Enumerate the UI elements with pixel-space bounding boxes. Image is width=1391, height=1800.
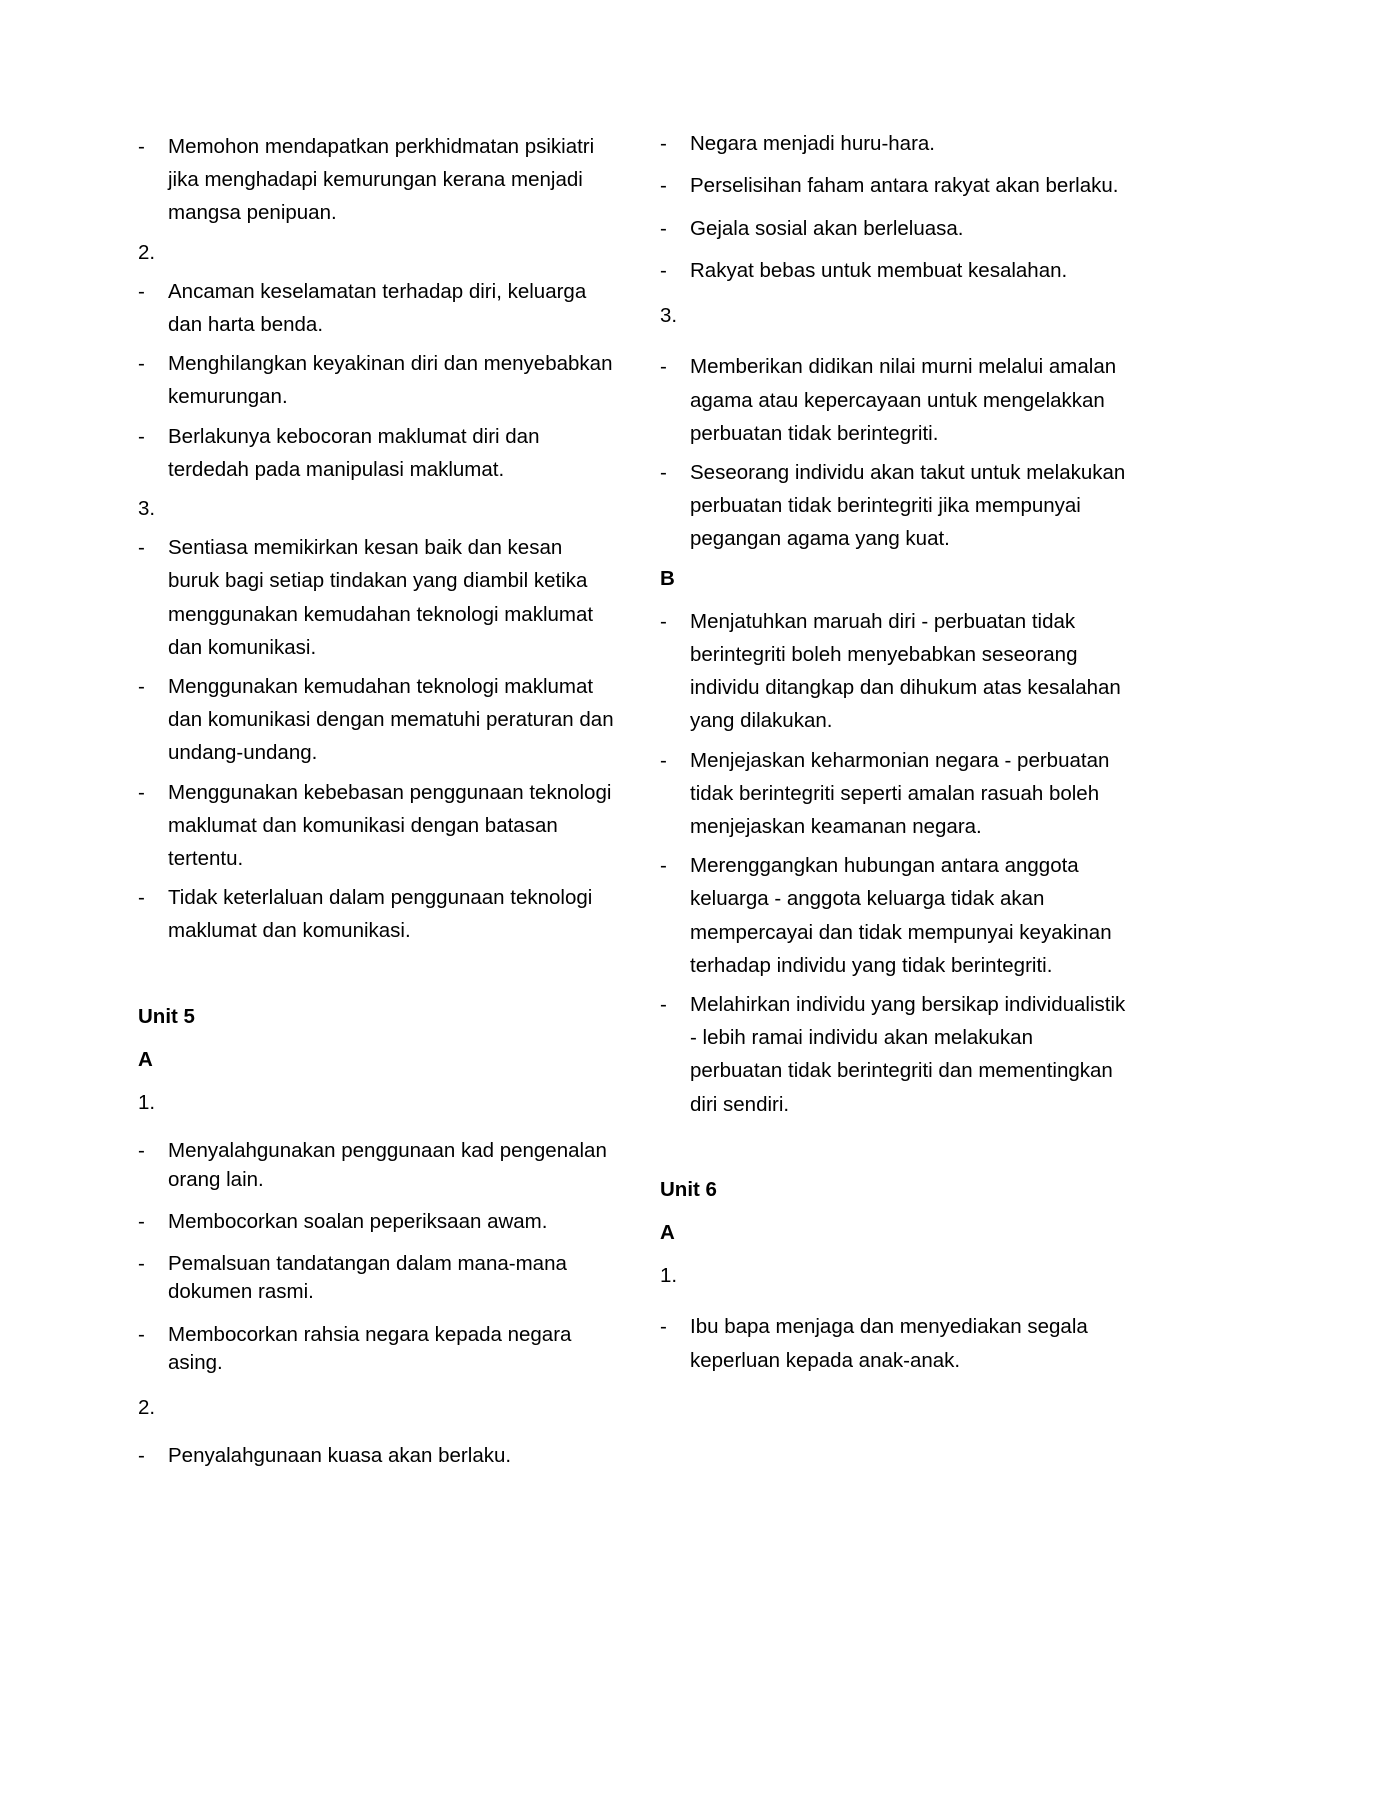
- list-item: [138, 420, 618, 486]
- list-item: [660, 172, 1130, 200]
- vertical-spacer: [660, 1298, 1130, 1310]
- list-item: [660, 744, 1130, 844]
- section-heading: A: [138, 1047, 153, 1071]
- question-number: 2.: [138, 1396, 156, 1420]
- list-item: [660, 605, 1130, 738]
- list-item: [660, 350, 1130, 450]
- question-number: 3.: [660, 304, 678, 328]
- list-item: [660, 130, 1130, 158]
- vertical-spacer: [138, 1125, 618, 1137]
- list-item: [138, 347, 618, 413]
- bullet-dash-marker: -: [138, 1322, 145, 1346]
- bullet-dash-marker: -: [660, 258, 667, 282]
- bullet-dash-marker: -: [138, 1139, 145, 1163]
- bullet-dash-marker: -: [660, 1315, 667, 1339]
- list-item: [138, 130, 618, 230]
- list-item: [138, 881, 618, 947]
- list-item: [138, 670, 618, 770]
- list-item: [660, 215, 1130, 243]
- list-item: [660, 1310, 1130, 1376]
- list-item-text: Gejala sosial akan berleluasa.: [690, 216, 964, 240]
- question-number: 3.: [138, 497, 156, 521]
- vertical-spacer: [660, 1127, 1130, 1173]
- list-item-text: Seseorang individu akan takut untuk melakukan perbuatan tidak berintegriti jika mempunyai pegangan agama yang kuat.: [690, 460, 1126, 551]
- right-column: [660, 130, 1130, 1485]
- list-item-text: Pemalsuan tandatangan dalam mana-mana dokumen rasmi.: [168, 1252, 567, 1304]
- section-heading: B: [660, 566, 675, 590]
- list-item-text: Menjatuhkan maruah diri - perbuatan tidak berintegriti boleh menyebabkan seseorang individu ditangkap dan dihukum atas kesalahan yang dilakukan.: [690, 609, 1121, 733]
- bullet-dash-marker: -: [138, 780, 145, 804]
- list-item: [660, 849, 1130, 982]
- bullet-dash-marker: -: [138, 1444, 145, 1468]
- list-item-text: Melahirkan individu yang bersikap individualistik - lebih ramai individu akan melakukan perbuatan tidak berintegriti dan mementingkan diri sendiri.: [690, 992, 1126, 1116]
- bullet-dash-marker: -: [138, 675, 145, 699]
- question-number: 1.: [138, 1091, 156, 1115]
- list-item-text: Berlakunya kebocoran maklumat diri dan terdedah pada manipulasi maklumat.: [168, 424, 540, 481]
- bullet-dash-marker: -: [138, 536, 145, 560]
- list-item-text: Rakyat bebas untuk membuat kesalahan.: [690, 258, 1068, 282]
- bullet-dash-marker: -: [138, 1252, 145, 1276]
- list-item-text: Penyalahgunaan kuasa akan berlaku.: [168, 1444, 512, 1468]
- bullet-dash-marker: -: [138, 1209, 145, 1233]
- vertical-spacer: [660, 338, 1130, 350]
- list-item-text: Ibu bapa menjaga dan menyediakan segala keperluan kepada anak-anak.: [690, 1315, 1088, 1372]
- bullet-dash-marker: -: [138, 352, 145, 376]
- list-item-text: Memohon mendapatkan perkhidmatan psikiatri jika menghadapi kemurungan kerana menjadi mangsa penipuan.: [168, 135, 595, 225]
- list-item: [138, 1321, 618, 1378]
- list-item-text: Membocorkan rahsia negara kepada negara asing.: [168, 1322, 572, 1374]
- list-item: [660, 257, 1130, 285]
- list-item-text: Menjejaskan keharmonian negara - perbuatan tidak berintegriti seperti amalan rasuah boleh menjejaskan keamanan negara.: [690, 748, 1110, 838]
- bullet-dash-marker: -: [660, 992, 667, 1016]
- bullet-dash-marker: -: [138, 424, 145, 448]
- bullet-dash-marker: -: [660, 854, 667, 878]
- bullet-dash-marker: -: [660, 609, 667, 633]
- list-item: [660, 456, 1130, 556]
- list-item: [660, 988, 1130, 1121]
- list-item-text: Menggunakan kebebasan penggunaan teknologi maklumat dan komunikasi dengan batasan tertentu.: [168, 780, 612, 871]
- left-column: [138, 130, 618, 1485]
- list-item-text: Menyalahgunakan penggunaan kad pengenalan orang lain.: [168, 1139, 607, 1191]
- list-item: [138, 776, 618, 876]
- bullet-dash-marker: -: [660, 460, 667, 484]
- vertical-spacer: [138, 954, 618, 1000]
- list-item-text: Merenggangkan hubungan antara anggota keluarga - anggota keluarga tidak akan mempercayai dan tidak mempunyai keyakinan terhadap individu yang tidak berintegriti.: [690, 854, 1112, 977]
- bullet-dash-marker: -: [660, 174, 667, 198]
- list-item: [138, 531, 618, 664]
- list-item: [138, 1250, 618, 1307]
- list-item: [138, 1442, 618, 1470]
- vertical-spacer: [138, 1430, 618, 1442]
- bullet-dash-marker: -: [138, 279, 145, 303]
- bullet-dash-marker: -: [138, 135, 145, 158]
- list-item-text: Menggunakan kemudahan teknologi maklumat dan komunikasi dengan mematuhi peraturan dan undang-undang.: [168, 675, 614, 765]
- list-item-text: Ancaman keselamatan terhadap diri, keluarga dan harta benda.: [168, 279, 587, 337]
- list-item: [138, 1208, 618, 1236]
- list-item-text: Negara menjadi huru-hara.: [690, 132, 935, 155]
- list-item: [138, 1137, 618, 1194]
- bullet-dash-marker: -: [138, 886, 145, 910]
- question-number: 1.: [660, 1264, 678, 1288]
- question-number: 2.: [138, 240, 156, 264]
- list-item-text: Menghilangkan keyakinan diri dan menyebabkan kemurungan.: [168, 352, 613, 409]
- list-item-text: Membocorkan soalan peperiksaan awam.: [168, 1209, 548, 1233]
- section-heading: Unit 6: [660, 1177, 717, 1201]
- list-item-text: Sentiasa memikirkan kesan baik dan kesan buruk bagi setiap tindakan yang diambil ketika menggunakan kemudahan teknologi maklumat dan komunikasi.: [168, 536, 594, 659]
- section-heading: Unit 5: [138, 1004, 195, 1028]
- section-heading: A: [660, 1221, 675, 1244]
- bullet-dash-marker: -: [660, 748, 667, 772]
- list-item-text: Perselisihan faham antara rakyat akan berlaku.: [690, 174, 1119, 198]
- two-column-body: [0, 130, 1391, 1485]
- bullet-dash-marker: -: [660, 216, 667, 240]
- bullet-dash-marker: -: [660, 132, 667, 155]
- list-item-text: Tidak keterlaluan dalam penggunaan teknologi maklumat dan komunikasi.: [168, 886, 593, 943]
- bullet-dash-marker: -: [660, 355, 667, 379]
- list-item: [138, 275, 618, 341]
- list-item-text: Memberikan didikan nilai murni melalui amalan agama atau kepercayaan untuk mengelakkan perbuatan tidak berintegriti.: [690, 355, 1117, 445]
